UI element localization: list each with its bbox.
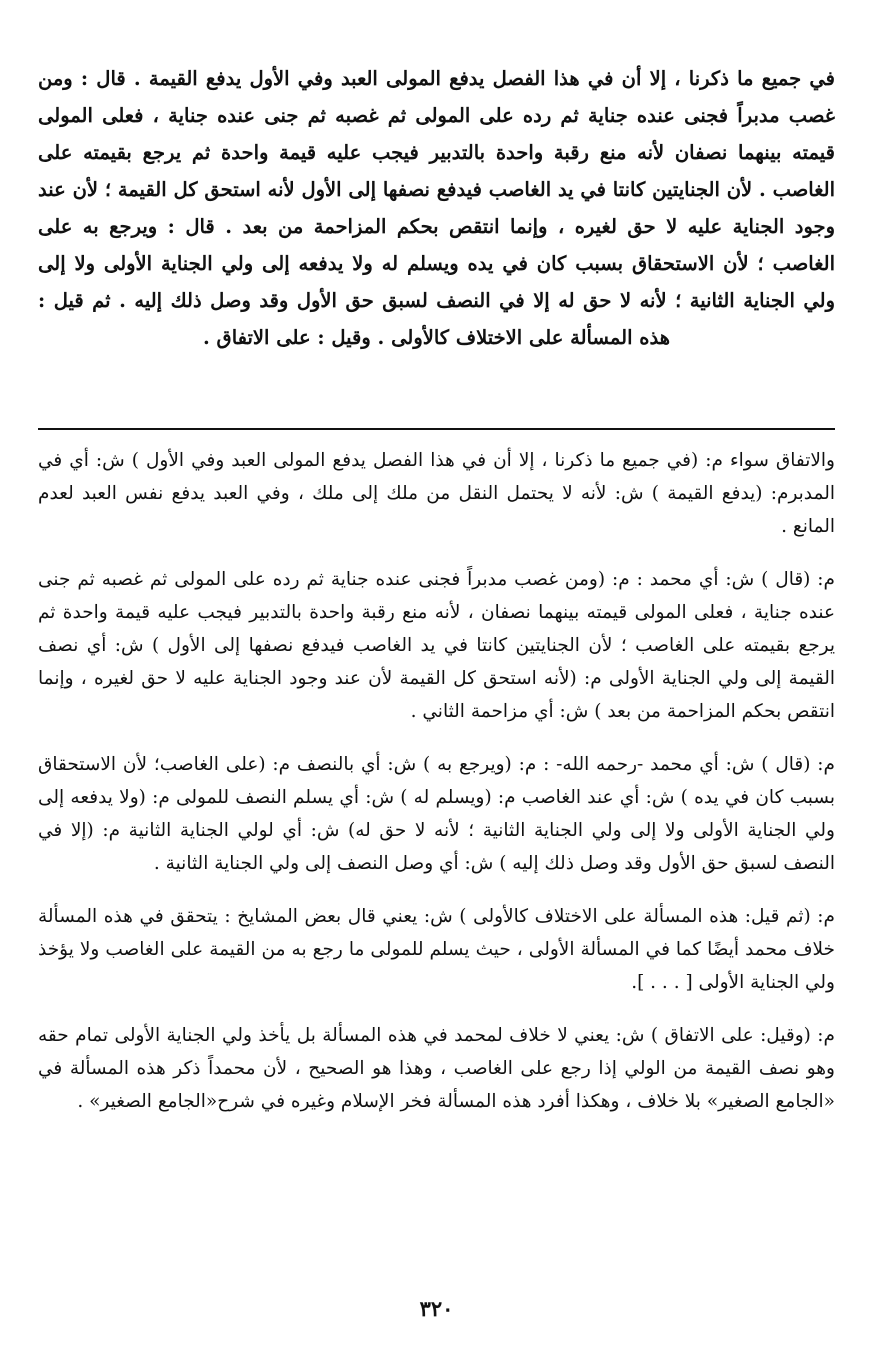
page-number: ٣٢٠ — [419, 1296, 454, 1321]
commentary-block — [38, 444, 835, 1138]
book-page — [38, 0, 835, 1367]
footnote-divider — [38, 428, 835, 430]
main-text-block — [38, 60, 835, 356]
main-text-paragraph: في جميع ما ذكرنا ، إلا أن في هذا الفصل يدفع المولى العبد وفي الأول يدفع القيمة . قال : ومن غصب مدبراً فجنى عنده جناية ثم رده على المولى ثم غصبه ثم جنى عنده جناية ، فعلى المولى قيمته بينهما نصفان لأنه منع رقبة واحدة بالتدبير فيجب عليه قيمة واحدة ثم يرجع بقيمته على الغاصب . لأن الجنايتين كانتا في يد الغاصب فيدفع نصفها إلى الأول لأنه استحق كل القيمة ؛ لأن عند وجود الجناية عليه لا حق لغيره ، وإنما انتقص بحكم المزاحمة من بعد . قال : ويرجع به على الغاصب ؛ لأن الاستحقاق بسبب كان في يده ويسلم له ولا يدفعه إلى ولي الجناية الأولى ولا إلى ولي الجناية الثانية ؛ لأنه لا حق له إلا في النصف لسبق حق الأول وقد وصل ذلك إليه . ثم قيل : هذه المسألة على الاختلاف كالأولى . وقيل : على الاتفاق . — [38, 67, 835, 349]
commentary-paragraph: م: (قال ) ش: أي محمد -رحمه الله- : م: (ويرجع به ) ش: أي بالنصف م: (على الغاصب؛ لأن الاستحقاق بسبب كان في يده ) ش: أي عند الغاصب م: (ويسلم له ) ش: أي يسلم النصف للمولى م: (ولا يدفعه إلى ولي الجناية الأولى ولا إلى ولي الجناية الثانية ؛ لأنه لا حق له) ش: أي لولي الجناية الثانية م: (إلا في النصف لسبق حق الأول وقد وصل ذلك إليه ) ش: أي وصل النصف إلى ولي الجناية الثانية . — [38, 754, 835, 874]
commentary-paragraph: والاتفاق سواء م: (في جميع ما ذكرنا ، إلا أن في هذا الفصل يدفع المولى العبد وفي الأول ) ش: أي في المدبرم: (يدفع القيمة ) ش: لأنه لا يحتمل النقل من ملك إلى ملك ، وفي العبد يدفع نفس العبد لعدم المانع . — [38, 450, 835, 537]
commentary-paragraph: م: (قال ) ش: أي محمد : م: (ومن غصب مدبراً فجنى عنده جناية ثم رده على المولى ثم غصبه ثم جنى عنده جناية ، فعلى المولى قيمته بينهما نصفان ، لأنه منع رقبة واحدة بالتدبير فيجب عليه قيمة واحدة ثم يرجع بقيمته على الغاصب ؛ لأن الجنايتين كانتا في يد الغاصب فيدفع نصفها إلى الأول ) ش: أي نصف القيمة إلى ولي الجناية الأولى م: (لأنه استحق كل القيمة لأن عند وجود الجناية عليه لا حق لغيره ، وإنما انتقص بحكم المزاحمة من بعد ) ش: أي مزاحمة الثاني . — [38, 569, 835, 722]
commentary-paragraph: م: (وقيل: على الاتفاق ) ش: يعني لا خلاف لمحمد في هذه المسألة بل يأخذ ولي الجناية الأولى تمام حقه وهو نصف القيمة من الولي إذا رجع على الغاصب ، وهذا هو الصحيح ، لأن محمداً ذكر هذه المسألة في «الجامع الصغير» بلا خلاف ، وهكذا أفرد هذه المسألة فخر الإسلام وغيره في شرح«الجامع الصغير» . — [38, 1025, 835, 1112]
commentary-paragraph: م: (ثم قيل: هذه المسألة على الاختلاف كالأولى ) ش: يعني قال بعض المشايخ : يتحقق في هذه المسألة خلاف محمد أيضًا كما في المسألة الأولى ، حيث يسلم للمولى ما رجع به من القيمة على الغاصب ولا يؤخذ ولي الجناية الأولى [ . . . ]. — [38, 906, 835, 993]
